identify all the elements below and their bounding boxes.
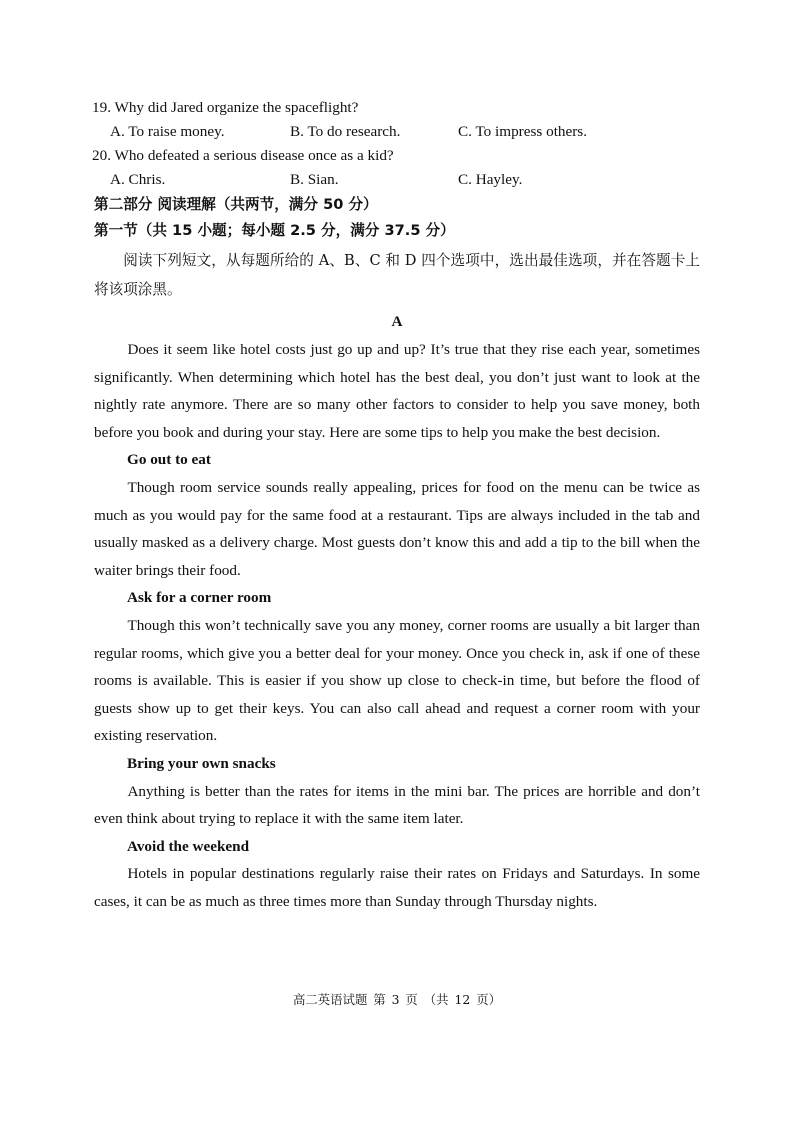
question-stem: 20. Who defeated a serious disease once as a kid? (92, 147, 394, 164)
part-title: 第二部分 阅读理解（共两节，满分 50 分） (94, 196, 378, 213)
option-c: C. Hayley. (458, 171, 523, 188)
section-title: 第一节（共 15 小题；每小题 2.5 分，满分 37.5 分） (94, 222, 455, 239)
option-b: B. Sian. (290, 171, 339, 188)
passage-intro: Does it seem like hotel costs just go up and up? It’s true that they rise each year, sometimes significantly. When determining which hotel has the best deal, you don’t just want to look at the nightly rate anymore. There are so many other factors to consider to help you save money, both before you book and during your stay. Here are some tips to help you make the best decision. (94, 341, 700, 441)
question-options (94, 120, 700, 144)
option-c: C. To impress others. (458, 123, 588, 140)
tip-heading: Avoid the weekend (127, 837, 250, 855)
tip-heading: Bring your own snacks (127, 754, 276, 772)
tip-body: Though room service sounds really appealing, prices for food on the menu can be twice as much as you would pay for the same food at a restaurant. Tips are always included in the tab and usually masked as a delivery charge. Most guests don’t know this and add a tip to the bill when the waiter brings their food. (94, 478, 700, 579)
tip-body: Though this won’t technically save you any money, corner rooms are usually a bit larger than regular rooms, which give you a better deal for your money. Once you check in, ask if one of these rooms is available. This is easier if you show up close to check-in time, but before the flood of guests show up to get their keys. You can also call ahead and request a corner room with your existing reservation. (94, 616, 700, 745)
page-footer: 高二英语试题 第 3 页 （共 12 页） (293, 992, 501, 1007)
option-b: B. To do research. (290, 123, 401, 140)
passage-title: A (391, 313, 403, 330)
question-stem: 19. Why did Jared organize the spaceflight? (92, 99, 359, 116)
tip-heading: Ask for a corner room (127, 589, 272, 607)
question-options (94, 168, 700, 192)
tip-body: Hotels in popular destinations regularly raise their rates on Fridays and Saturdays. In some cases, it can be as much as three times more than Sunday through Thursday nights. (94, 865, 700, 910)
question-19 (94, 96, 700, 144)
instructions: 阅读下列短文，从每题所给的 A、B、C 和 D 四个选项中，选出最佳选项，并在答题卡上将该项涂黑。 (94, 252, 700, 298)
exam-page (94, 96, 700, 915)
tip-heading: Go out to eat (127, 451, 211, 469)
option-a: A. Chris. (110, 171, 166, 188)
tip-body: Anything is better than the rates for items in the mini bar. The prices are horrible and don’t even think about trying to replace it with the same item later. (94, 782, 700, 828)
option-a: A. To raise money. (110, 123, 225, 140)
question-20 (94, 144, 700, 192)
